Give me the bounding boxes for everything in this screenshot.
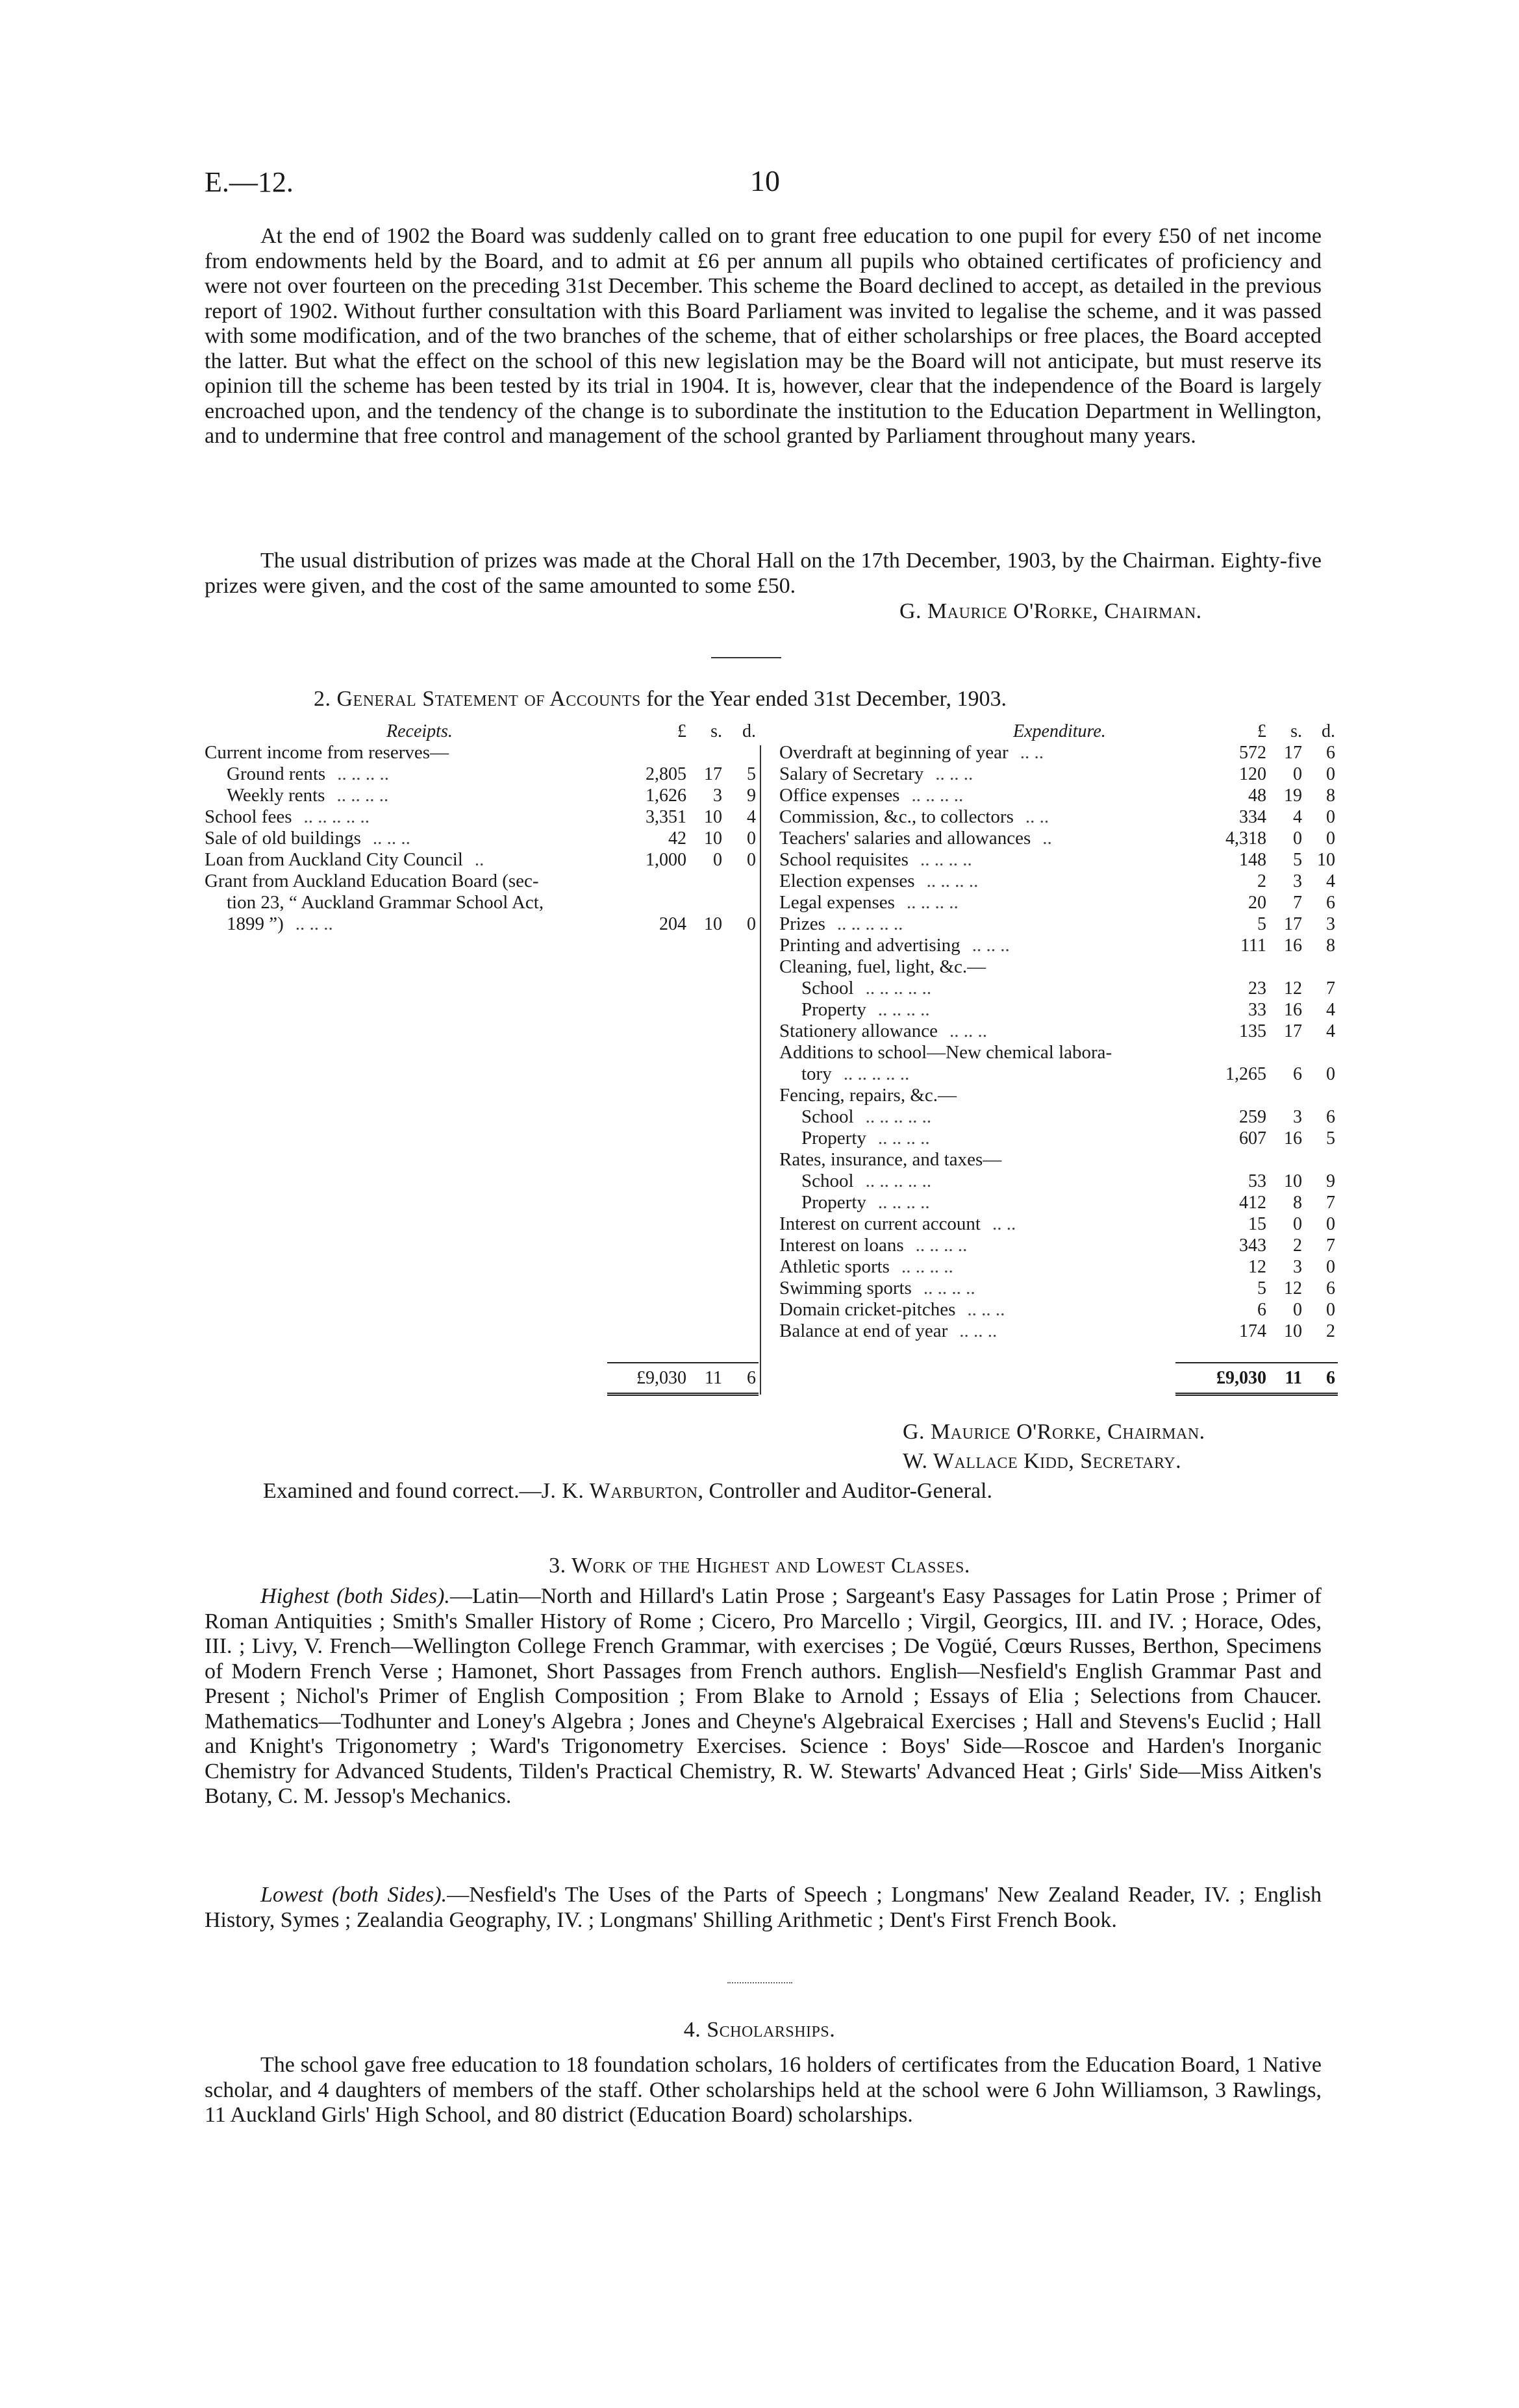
receipts-label: Receipts. [386,721,453,741]
expenditure-item-pounds [1175,1149,1266,1171]
expenditure-item-pounds: 12 [1248,1257,1266,1277]
intro-signature: G. Maurice O'Rorke, Chairman. [899,599,1202,623]
receipts-row [205,806,759,828]
receipts-item-pence: 0 [747,850,756,870]
receipts-item-label: Weekly rents .. .. .. .. [227,785,389,806]
receipts-item-label: 1899 ”) .. .. .. [227,913,333,934]
receipts-total-shillings: 11 [686,1363,722,1395]
secretary-signature: W. Wallace Kidd, Secretary. [903,1449,1182,1473]
receipts-row [205,871,759,892]
expenditure-row [779,978,1338,999]
expenditure-row [779,1063,1338,1085]
expenditure-item-label: Printing and advertising .. .. .. [779,935,1010,956]
expenditure-row [779,1213,1338,1235]
expenditure-item-label: Property .. .. .. .. [801,1192,930,1213]
expenditure-item-pounds: 148 [1239,850,1266,870]
receipts-item-pounds: 42 [668,828,686,849]
expenditure-item-shillings: 16 [1284,1000,1302,1020]
receipts-total-pounds: £9,030 [607,1363,686,1395]
expenditure-row [779,871,1338,892]
pounds-header: £ [1257,721,1266,741]
receipts-item-pence: 5 [747,764,756,784]
expenditure-item-shillings: 4 [1293,807,1302,827]
expenditure-row [779,1021,1338,1042]
expenditure-item-label: Balance at end of year .. .. .. [779,1321,998,1341]
receipts-item-label: tion 23, “ Auckland Grammar School Act, [227,892,544,913]
expenditure-item-label: Swimming sports .. .. .. .. [779,1278,975,1298]
receipts-item-shillings [686,892,722,913]
expenditure-item-pence: 9 [1326,1171,1335,1191]
expenditure-item-shillings: 3 [1293,871,1302,891]
expenditure-item-shillings: 16 [1284,936,1302,956]
expenditure-item-label: Legal expenses .. .. .. .. [779,892,959,913]
expenditure-item-pounds: 5 [1257,1278,1266,1298]
receipts-item-shillings: 10 [704,914,722,934]
expenditure-item-pence: 10 [1317,850,1335,870]
expenditure-item-shillings: 6 [1293,1064,1302,1084]
expenditure-item-pounds: 259 [1239,1107,1266,1127]
receipts-item-pounds: 1,000 [646,850,686,870]
expenditure-row [779,1149,1338,1171]
document-reference: E.—12. [205,166,294,198]
receipts-item-pounds: 2,805 [646,764,686,784]
expenditure-item-shillings: 10 [1284,1171,1302,1191]
expenditure-row [779,1192,1338,1213]
pence-header: d. [742,721,756,741]
expenditure-item-pounds: 334 [1239,807,1266,827]
expenditure-row [779,1278,1338,1299]
highest-classes-paragraph: Highest (both Sides).—Latin—North and Hillard's Latin Prose ; Sargeant's Easy Passages for Latin Prose ; Primer of Roman Antiquities ; Smith's Smaller History of Rome ; Cicero, Pro Marcello ; Virgil, Georgics, III. and IV. ; Horace, Odes, III. ; Livy, V. French—Wellington College French Grammar, with exercises ; De Vogüé, Cœurs Russes, Berthon, Specimens of Modern French Verse ; Hamonet, Short Passages from French authors. English—Nesfield's English Grammar Past and Present ; Nichol's Primer of English Composition ; From Blake to Arnold ; Essays of Elia ; Selections from Chaucer. Mathematics—Todhunter and Loney's Algebra ; Jones and Cheyne's Algebraical Exercises ; Hall and Stevens's Euclid ; Hall and Knight's Trigonometry ; Ward's Trigonometry Exercises. Science : Boys' Side—Roscoe and Harden's Inorganic Chemistry for Advanced Students, Tilden's Practical Chemistry, R. W. Stewarts' Advanced Heat ; Girls' Side—Miss Aitken's Botany, C. M. Jessop's Mechanics. [205,1584,1322,1808]
expenditure-item-label: School requisites .. .. .. .. [779,849,972,870]
receipts-item-label: School fees .. .. .. .. .. [205,806,370,827]
expenditure-row [779,913,1338,935]
expenditure-item-shillings: 10 [1284,1321,1302,1341]
receipts-item-pence: 0 [747,828,756,849]
receipts-item-pounds [607,892,686,913]
expenditure-item-pence: 4 [1326,1021,1335,1041]
receipts-total [607,1362,759,1396]
expenditure-item-label: Election expenses .. .. .. .. [779,871,979,891]
expenditure-item-shillings [1266,1042,1302,1063]
expenditure-item-shillings [1266,1149,1302,1171]
receipts-item-label: Grant from Auckland Education Board (sec- [205,871,539,891]
expenditure-row [779,849,1338,871]
expenditure-item-pounds: 33 [1248,1000,1266,1020]
expenditure-item-label: tory .. .. .. .. .. [801,1063,910,1084]
expenditure-total [1175,1362,1338,1396]
expenditure-item-pounds: 343 [1239,1235,1266,1256]
expenditure-row [779,1235,1338,1256]
expenditure-item-label: Teachers' salaries and allowances .. [779,828,1052,849]
receipts-item-pounds: 3,351 [646,807,686,827]
expenditure-item-pence: 0 [1326,1257,1335,1277]
receipts-row [205,763,759,785]
receipts-table [205,721,759,935]
expenditure-item-pence: 0 [1326,1214,1335,1234]
scholarships-heading: 4. Scholarships. [683,2018,836,2042]
receipts-item-pounds: 1,626 [646,786,686,806]
expenditure-row [779,999,1338,1021]
expenditure-row [779,956,1338,978]
receipts-item-shillings: 10 [704,828,722,849]
expenditure-item-pence: 7 [1326,1235,1335,1256]
intro-paragraph-1: At the end of 1902 the Board was suddenly called on to grant free education to one pupil for every £50 of net income from endowments held by the Board, and to admit at £6 per annum all pupils who obtained certificates of proficiency and were not over fourteen on the preceding 31st December. This scheme the Board declined to accept, as detailed in the previous report of 1902. Without further consultation with this Board Parliament was invited to legalise the scheme, and it was passed with some modification, and of the two branches of the scheme, that of either scholarships or free places, the Board accepted the latter. But what the effect on the school of this new legislation may be the Board will not anticipate, but must reserve its opinion till the scheme has been tested by its trial in 1904. It is, however, clear that the independence of the Board is largely encroached upon, and the tendency of the change is to subordinate the institution to the Education Department in Wellington, and to undermine that free control and management of the school granted by Parliament throughout many years. [205,224,1322,448]
expenditure-item-pence [1302,1042,1338,1063]
expenditure-item-pence: 3 [1326,914,1335,934]
receipts-item-pence [722,742,759,763]
expenditure-total-pounds: £9,030 [1175,1363,1266,1395]
receipts-item-label: Current income from reserves— [205,742,449,763]
expenditure-item-shillings: 5 [1293,850,1302,870]
expenditure-item-pence: 6 [1326,743,1335,763]
expenditure-row [779,828,1338,849]
expenditure-item-pounds [1175,1042,1266,1063]
expenditure-item-label: Office expenses .. .. .. .. [779,785,964,806]
expenditure-row [779,785,1338,806]
receipts-item-shillings: 17 [704,764,722,784]
expenditure-item-pounds: 1,265 [1225,1064,1266,1084]
receipts-item-shillings [686,742,722,763]
accounts-heading: 2. General Statement of Accounts for the Year ended 31st December, 1903. [314,687,1007,711]
shillings-header: s. [710,721,722,741]
receipts-item-label: Loan from Auckland City Council .. [205,849,484,870]
pence-header: d. [1322,721,1335,741]
expenditure-item-pounds: 48 [1248,786,1266,806]
section-divider [727,1982,792,1984]
expenditure-item-label: School .. .. .. .. .. [801,1171,932,1191]
scholarships-paragraph: The school gave free education to 18 foundation scholars, 16 holders of certificates from the Education Board, 1 Native scholar, and 4 daughters of members of the staff. Other scholarships held at the school were 6 John Williamson, 3 Rawlings, 11 Auckland Girls' High School, and 80 district (Education Board) scholarships. [205,2053,1322,2127]
expenditure-row [779,1128,1338,1149]
expenditure-item-pounds [1175,1085,1266,1106]
expenditure-item-label: Stationery allowance .. .. .. [779,1021,987,1041]
receipts-item-pounds [607,742,686,763]
expenditure-header-row [779,721,1338,742]
expenditure-item-label: School .. .. .. .. .. [801,1106,932,1127]
expenditure-label: Expenditure. [1013,721,1106,741]
expenditure-row [779,1256,1338,1278]
expenditure-item-label: Domain cricket-pitches .. .. .. [779,1299,1005,1320]
expenditure-item-shillings: 12 [1284,1278,1302,1298]
expenditure-item-pence: 6 [1326,893,1335,913]
expenditure-item-pounds: 607 [1239,1128,1266,1148]
expenditure-item-pence [1302,1085,1338,1106]
receipts-row [205,892,759,913]
expenditure-item-pounds: 2 [1257,871,1266,891]
expenditure-item-label: Property .. .. .. .. [801,999,930,1020]
expenditure-item-shillings: 0 [1293,1300,1302,1320]
receipts-total-pence: 6 [722,1363,759,1395]
expenditure-item-pence: 0 [1326,807,1335,827]
expenditure-item-shillings: 17 [1284,743,1302,763]
expenditure-item-pence: 4 [1326,871,1335,891]
expenditure-item-pence: 0 [1326,1064,1335,1084]
expenditure-item-pence: 0 [1326,828,1335,849]
expenditure-item-shillings: 0 [1293,764,1302,784]
intro-paragraph-2: The usual distribution of prizes was made at the Choral Hall on the 17th December, 1903, by the Chairman. Eighty-five prizes were given, and the cost of the same amounted to some £50. [205,549,1322,598]
receipts-item-pounds: 204 [659,914,686,934]
expenditure-item-pounds: 6 [1257,1300,1266,1320]
expenditure-item-pence [1302,956,1338,978]
expenditure-item-shillings: 19 [1284,786,1302,806]
expenditure-item-pounds: 23 [1248,978,1266,999]
work-heading: 3. Work of the Highest and Lowest Classes. [549,1554,970,1578]
expenditure-item-shillings: 16 [1284,1128,1302,1148]
expenditure-item-pounds [1175,956,1266,978]
expenditure-item-pence: 0 [1326,1300,1335,1320]
expenditure-row [779,935,1338,956]
receipts-row [205,913,759,935]
expenditure-item-shillings: 3 [1293,1257,1302,1277]
expenditure-item-pounds: 412 [1239,1193,1266,1213]
expenditure-item-label: Prizes .. .. .. .. .. [779,913,903,934]
expenditure-row [779,1321,1338,1342]
expenditure-item-pounds: 174 [1239,1321,1266,1341]
expenditure-item-pounds: 20 [1248,893,1266,913]
expenditure-row [779,742,1338,763]
expenditure-item-pence: 0 [1326,764,1335,784]
expenditure-item-pence [1302,1149,1338,1171]
shillings-header: s. [1290,721,1302,741]
expenditure-item-pence: 8 [1326,936,1335,956]
expenditure-item-label: Interest on loans .. .. .. .. [779,1235,968,1256]
expenditure-item-pounds: 120 [1239,764,1266,784]
expenditure-item-shillings [1266,956,1302,978]
receipts-row [205,849,759,871]
lowest-classes-paragraph: Lowest (both Sides).—Nesfield's The Uses of the Parts of Speech ; Longmans' New Zealand Reader, IV. ; English History, Symes ; Zealandia Geography, IV. ; Longmans' Shilling Arithmetic ; Dent's First French Book. [205,1883,1322,1932]
expenditure-item-label: Cleaning, fuel, light, &c.— [779,956,986,977]
page-number: 10 [750,164,780,197]
receipts-header-row [205,721,759,742]
expenditure-item-label: Salary of Secretary .. .. .. [779,763,973,784]
expenditure-item-pounds: 135 [1239,1021,1266,1041]
expenditure-item-shillings: 0 [1293,1214,1302,1234]
expenditure-item-label: Overdraft at beginning of year .. .. [779,742,1044,763]
expenditure-item-shillings: 17 [1284,1021,1302,1041]
expenditure-item-label: Interest on current account .. .. [779,1213,1016,1234]
expenditure-row [779,806,1338,828]
receipts-item-label: Sale of old buildings .. .. .. [205,828,410,849]
expenditure-total-pence: 6 [1302,1363,1338,1395]
receipts-item-pence: 4 [747,807,756,827]
expenditure-total-shillings: 11 [1266,1363,1302,1395]
expenditure-row [779,1171,1338,1192]
expenditure-item-label: Commission, &c., to collectors .. .. [779,806,1049,827]
expenditure-row [779,1106,1338,1128]
expenditure-item-label: Athletic sports .. .. .. .. [779,1256,953,1277]
expenditure-item-label: Additions to school—New chemical labora- [779,1042,1112,1063]
audit-statement: Examined and found correct.—J. K. Warburton, Controller and Auditor-General. [263,1479,993,1503]
expenditure-item-label: Property .. .. .. .. [801,1128,930,1148]
expenditure-item-shillings: 17 [1284,914,1302,934]
receipts-row [205,742,759,763]
receipts-item-pence [722,871,759,892]
expenditure-item-pounds: 111 [1240,936,1266,956]
expenditure-item-pence: 6 [1326,1107,1335,1127]
section-divider [711,657,781,658]
expenditure-item-pounds: 4,318 [1225,828,1266,849]
expenditure-item-pounds: 53 [1248,1171,1266,1191]
receipts-item-pence: 9 [747,786,756,806]
expenditure-item-shillings: 0 [1293,828,1302,849]
expenditure-row [779,763,1338,785]
receipts-item-pounds [607,871,686,892]
expenditure-table [779,721,1338,1342]
chairman-signature: G. Maurice O'Rorke, Chairman. [903,1420,1205,1444]
column-divider [760,745,761,1395]
expenditure-item-pence: 8 [1326,786,1335,806]
expenditure-item-pence: 4 [1326,1000,1335,1020]
receipts-row [205,785,759,806]
receipts-item-pence [722,892,759,913]
expenditure-item-pence: 6 [1326,1278,1335,1298]
expenditure-row [779,892,1338,913]
expenditure-item-shillings: 12 [1284,978,1302,999]
expenditure-item-pounds: 572 [1239,743,1266,763]
receipts-item-shillings: 3 [713,786,722,806]
expenditure-item-label: Fencing, repairs, &c.— [779,1085,957,1106]
expenditure-item-shillings: 7 [1293,893,1302,913]
receipts-row [205,828,759,849]
expenditure-item-pence: 2 [1326,1321,1335,1341]
expenditure-item-shillings [1266,1085,1302,1106]
expenditure-item-shillings: 3 [1293,1107,1302,1127]
expenditure-item-pounds: 5 [1257,914,1266,934]
expenditure-item-label: School .. .. .. .. .. [801,978,932,999]
expenditure-item-shillings: 2 [1293,1235,1302,1256]
expenditure-row [779,1299,1338,1321]
expenditure-item-pence: 5 [1326,1128,1335,1148]
expenditure-item-shillings: 8 [1293,1193,1302,1213]
expenditure-item-pounds: 15 [1248,1214,1266,1234]
receipts-item-shillings: 0 [713,850,722,870]
expenditure-item-pence: 7 [1326,1193,1335,1213]
expenditure-item-pence: 7 [1326,978,1335,999]
receipts-item-label: Ground rents .. .. .. .. [227,763,389,784]
receipts-item-shillings [686,871,722,892]
expenditure-row [779,1085,1338,1106]
receipts-item-shillings: 10 [704,807,722,827]
receipts-item-pence: 0 [747,914,756,934]
pounds-header: £ [677,721,686,741]
expenditure-row [779,1042,1338,1063]
expenditure-item-label: Rates, insurance, and taxes— [779,1149,1002,1170]
